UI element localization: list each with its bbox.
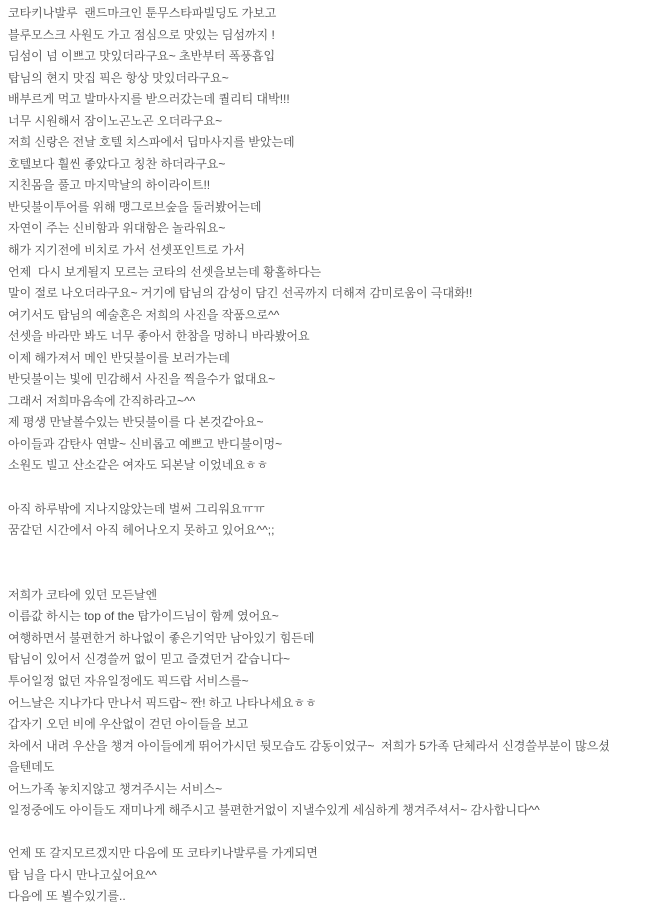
paragraph [8, 499, 661, 542]
text-line: 이제 해가져서 메인 반딧불이를 보러가는데 [8, 350, 230, 365]
text-line: 소원도 빌고 산소같은 여자도 되본날 이었네요ㅎㅎ [8, 458, 269, 473]
text-line: 저희가 코타에 있던 모든날엔 [8, 587, 158, 602]
text-line: 갑자기 오던 비에 우산없이 걷던 아이들을 보고 [8, 717, 249, 732]
text-line: 저희 신랑은 전날 호텔 치스파에서 딥마사지를 받았는데 [8, 135, 295, 150]
text-line: 여행하면서 불편한거 하나없이 좋은기억만 남아있기 힘든데 [8, 630, 315, 645]
text-line: 탑 님을 다시 만나고싶어요^^ [8, 867, 157, 882]
text-line: 일정중에도 아이들도 재미나게 해주시고 불편한거없이 지낼수있게 세심하게 챙겨주셔서~ 감사합니다^^ [8, 803, 540, 818]
text-line: 어느날은 지나가다 만나서 픽드랍~ 짠! 하고 나타나세요ㅎㅎ [8, 695, 317, 710]
paragraph [8, 3, 661, 477]
text-line: 자연이 주는 신비함과 위대함은 놀라워요~ [8, 221, 226, 236]
text-line: 차에서 내려 우산을 챙겨 아이들에게 뛰어가시던 뒷모습도 감동이었구~ 저희가 5가족 단체라서 신경쓸부분이 많으셨 [8, 738, 610, 753]
text-line: 여기서도 탑님의 예술혼은 저희의 사진을 작품으로^^ [8, 307, 280, 322]
text-line: 다음에 또 뵐수있기를.. [8, 889, 126, 904]
text-line: 제 평생 만날볼수있는 반딧불이를 다 본것같아요~ [8, 415, 264, 430]
text-line: 언제 다시 보게될지 모르는 코타의 선셋을보는데 황홀하다는 [8, 264, 322, 279]
text-line: 아직 하루밖에 지나지않았는데 벌써 그리워요ㅠㅠ [8, 501, 265, 516]
text-line: 아이들과 감탄사 연발~ 신비롭고 예쁘고 반디불이멍~ [8, 436, 283, 451]
text-line: 너무 시원해서 잠이노곤노곤 오더라구요~ [8, 113, 223, 128]
text-line: 언제 또 갈지모르겠지만 다음에 또 코타키나발루를 가게되면 [8, 846, 318, 861]
text-line: 반딧불이는 빛에 민감해서 사진을 찍을수가 없대요~ [8, 372, 276, 387]
text-line: 블루모스크 사원도 가고 점심으로 맛있는 딤섬까지 ! [8, 27, 275, 42]
text-line: 배부르게 먹고 발마사지를 받으러갔는데 퀄리티 대박!!! [8, 92, 290, 107]
paragraph [8, 843, 661, 908]
text-line: 호텔보다 훨씬 좋았다고 칭찬 하더라구요~ [8, 156, 226, 171]
text-line: 딤섬이 넘 이쁘고 맛있더라구요~ 초반부터 폭풍흡입 [8, 49, 276, 64]
text-line: 투어일정 없던 자유일정에도 픽드랍 서비스를~ [8, 673, 249, 688]
text-line: 꿈같던 시간에서 아직 헤어나오지 못하고 있어요^^;; [8, 523, 275, 538]
text-line: 탑님이 있어서 신경쓸꺼 없이 믿고 즐겼던거 같습니다~ [8, 652, 291, 667]
text-line: 해가 지기전에 비치로 가서 선셋포인트로 가서 [8, 243, 245, 258]
text-line: 반딧불이투어를 위해 맹그로브숲을 둘러봤어는데 [8, 199, 262, 214]
text-line: 그래서 저희마음속에 간직하라고~^^ [8, 393, 196, 408]
text-line: 을텐데도 [8, 760, 55, 775]
text-line: 탑님의 현지 맛집 픽은 항상 맛있더라구요~ [8, 70, 229, 85]
paragraph [8, 585, 661, 822]
text-line: 코타키나발루 랜드마크인 툰무스타파빌딩도 가보고 [8, 6, 277, 20]
text-line: 말이 절로 나오더라구요~ 거기에 탑님의 감성이 담긴 선곡까지 더해져 감미로움이 극대화!! [8, 286, 473, 301]
text-line: 이름값 하시는 top of the 탑가이드님이 함께 였어요~ [8, 609, 279, 624]
text-line: 어느가족 놓치지않고 챙겨주시는 서비스~ [8, 781, 223, 796]
text-line: 선셋을 바라만 봐도 너무 좋아서 한참을 멍하니 바라봤어요 [8, 329, 310, 344]
text-line: 지친몸을 풀고 마지막날의 하이라이트!! [8, 178, 211, 193]
